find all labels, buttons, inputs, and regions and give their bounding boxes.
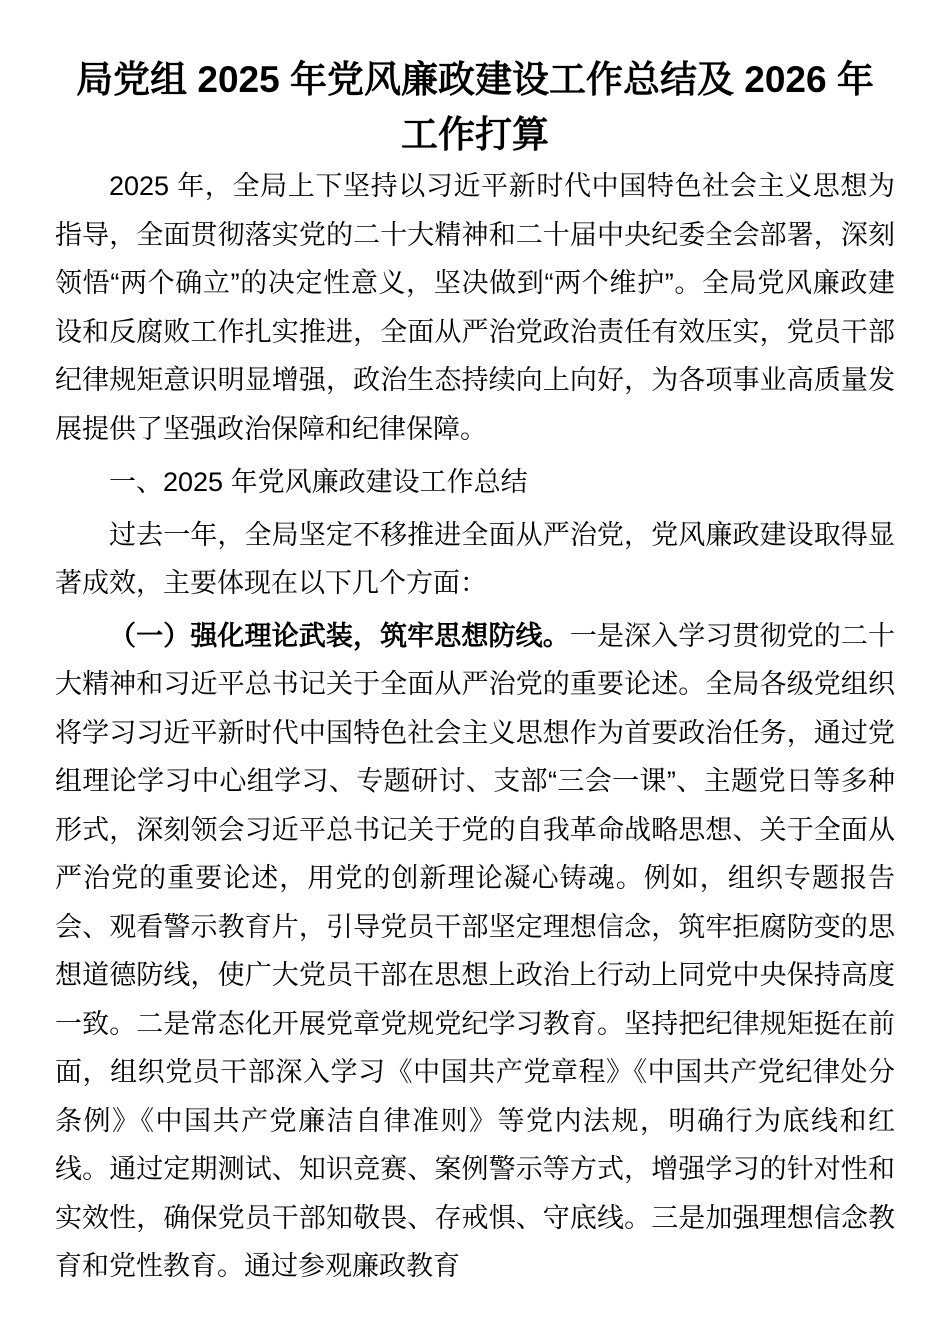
document-title: 局党组 2025 年党风廉政建设工作总结及 2026 年工作打算 — [76, 59, 874, 155]
paragraph-subsection-1 — [55, 612, 895, 1291]
subsection-1-text: 一是深入学习贯彻党的二十大精神和习近平总书记关于全面从严治党的重要论述。全局各级党组织将学习习近平新时代中国特色社会主义思想作为首要政治任务，通过党组理论学习中心组学习、专题研讨、支部“三会一课”、主题党日等多种形式，深刻领会习近平总书记关于党的自我革命战略思想、关于全面从严治党的重要论述，用党的创新理论凝心铸魂。例如，组织专题报告会、观看警示教育片，引导党员干部坚定理想信念，筑牢拒腐防变的思想道德防线，使广大党员干部在思想上政治上行动上同党中央保持高度一致。二是常态化开展党章党规党纪学习教育。坚持把纪律规矩挺在前面，组织党员干部深入学习《中国共产党章程》《中国共产党纪律处分条例》《中国共产党廉洁自律准则》等党内法规，明确行为底线和红线。通过定期测试、知识竞赛、案例警示等方式，增强学习的针对性和实效性，确保党员干部知敬畏、存戒惧、守底线。三是加强理想信念教育和党性教育。通过参观廉政教育 — [55, 620, 896, 1281]
paragraph-section-1-overview: 过去一年，全局坚定不移推进全面从严治党，党风廉政建设取得显著成效，主要体现在以下几个方面： — [55, 519, 895, 598]
subsection-1-lead: （一）强化理论武装，筑牢思想防线。 — [109, 620, 570, 651]
paragraph-intro: 2025 年，全局上下坚持以习近平新时代中国特色社会主义思想为指导，全面贯彻落实党的二十大精神和二十届中央纪委全会部署，深刻领悟“两个确立”的决定性意义，坚决做到“两个维护”。全局党风廉政建设和反腐败工作扎实推进，全面从严治党政治责任有效压实，党员干部纪律规矩意识明显增强，政治生态持续向上向好，为各项事业高质量发展提供了坚强政治保障和纪律保障。 — [55, 171, 895, 444]
section-1-heading: 一、2025 年党风廉政建设工作总结 — [109, 467, 528, 497]
